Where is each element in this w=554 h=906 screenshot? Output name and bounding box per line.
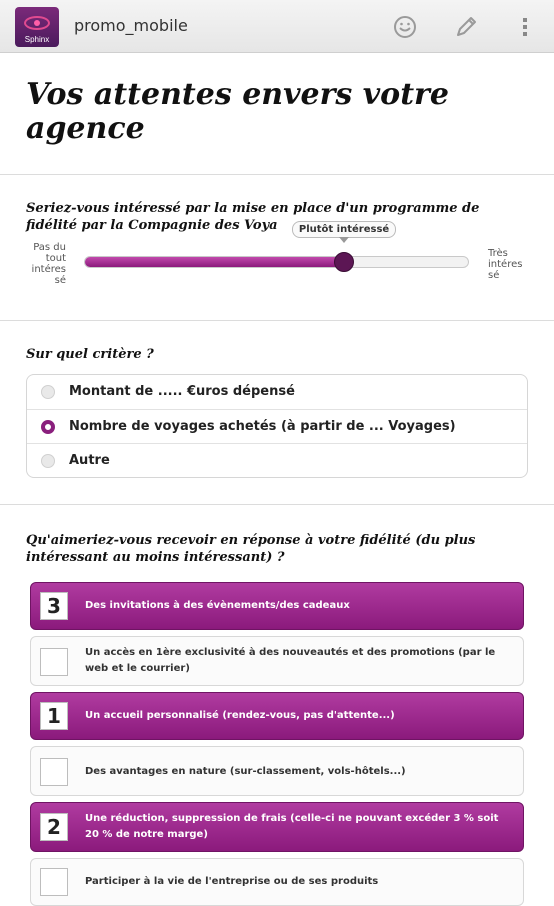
slider-value-tooltip: Plutôt intéressé xyxy=(292,221,396,238)
rank-number-box xyxy=(40,758,68,786)
ranking-item[interactable] xyxy=(30,858,524,906)
divider xyxy=(0,174,554,175)
ranking-item-text: Participer à la vie de l'entreprise ou de ses produits xyxy=(85,876,379,887)
radio-option-label: Montant de ..... €uros dépensé xyxy=(69,384,295,399)
smiley-icon[interactable] xyxy=(390,12,420,42)
radio-option-label: Autre xyxy=(69,453,110,468)
radio-option-trips[interactable] xyxy=(27,409,527,443)
radio-button[interactable] xyxy=(41,454,55,468)
pencil-icon[interactable] xyxy=(451,12,481,42)
criterion-radio-group xyxy=(26,374,528,478)
page-title: Vos attentes envers votre agence xyxy=(26,77,449,146)
slider-min-label: Pas du tout intéres sé xyxy=(31,242,66,286)
slider-max-label: Très intéres sé xyxy=(488,248,523,281)
question-rewards-ranking: Qu'aimeriez-vous recevoir en réponse à votre fidélité (du plus intéressant au moins intéressant) ? xyxy=(26,533,476,565)
ranking-item[interactable] xyxy=(30,692,524,740)
logo-eye-icon xyxy=(24,16,50,30)
radio-option-amount[interactable] xyxy=(27,375,527,409)
rank-number-box: 3 xyxy=(40,592,68,620)
slider-thumb[interactable] xyxy=(334,252,354,272)
divider xyxy=(0,504,554,505)
rank-number-box: 1 xyxy=(40,702,68,730)
radio-option-label: Nombre de voyages achetés (à partir de ... Voyages) xyxy=(69,419,456,434)
radio-option-other[interactable] xyxy=(27,443,527,477)
divider xyxy=(0,320,554,321)
question-loyalty-program: Seriez-vous intéressé par la mise en place d'un programme de fidélité par la Compagnie des Voya xyxy=(26,201,480,233)
rank-number-box xyxy=(40,648,68,676)
logo-text: Sphinx xyxy=(24,35,50,44)
ranking-item[interactable] xyxy=(30,582,524,630)
interest-slider[interactable] xyxy=(84,256,469,268)
overflow-menu-icon[interactable] xyxy=(510,12,540,42)
ranking-item[interactable] xyxy=(30,746,524,796)
ranking-item-text: Un accueil personnalisé (rendez-vous, pas d'attente...) xyxy=(85,710,395,721)
action-bar xyxy=(0,0,554,53)
rank-number-box xyxy=(40,868,68,896)
ranking-item-text: Des avantages en nature (sur-classement, vols-hôtels...) xyxy=(85,766,406,777)
question-criterion: Sur quel critère ? xyxy=(26,347,154,362)
rank-number-box: 2 xyxy=(40,813,68,841)
radio-button-selected[interactable] xyxy=(41,420,55,434)
ranking-item[interactable] xyxy=(30,636,524,686)
ranking-item-text: Une réduction, suppression de frais (celle-ci ne pouvant excéder 3 % soit 20 % de notre marge) xyxy=(85,813,499,840)
app-title: promo_mobile xyxy=(74,16,188,35)
ranking-item-text: Un accès en 1ère exclusivité à des nouveautés et des promotions (par le web et le courrier) xyxy=(85,647,496,674)
app-logo[interactable] xyxy=(15,7,59,47)
ranking-item[interactable] xyxy=(30,802,524,852)
radio-button[interactable] xyxy=(41,385,55,399)
ranking-item-text: Des invitations à des évènements/des cadeaux xyxy=(85,600,350,611)
slider-fill xyxy=(85,257,344,267)
